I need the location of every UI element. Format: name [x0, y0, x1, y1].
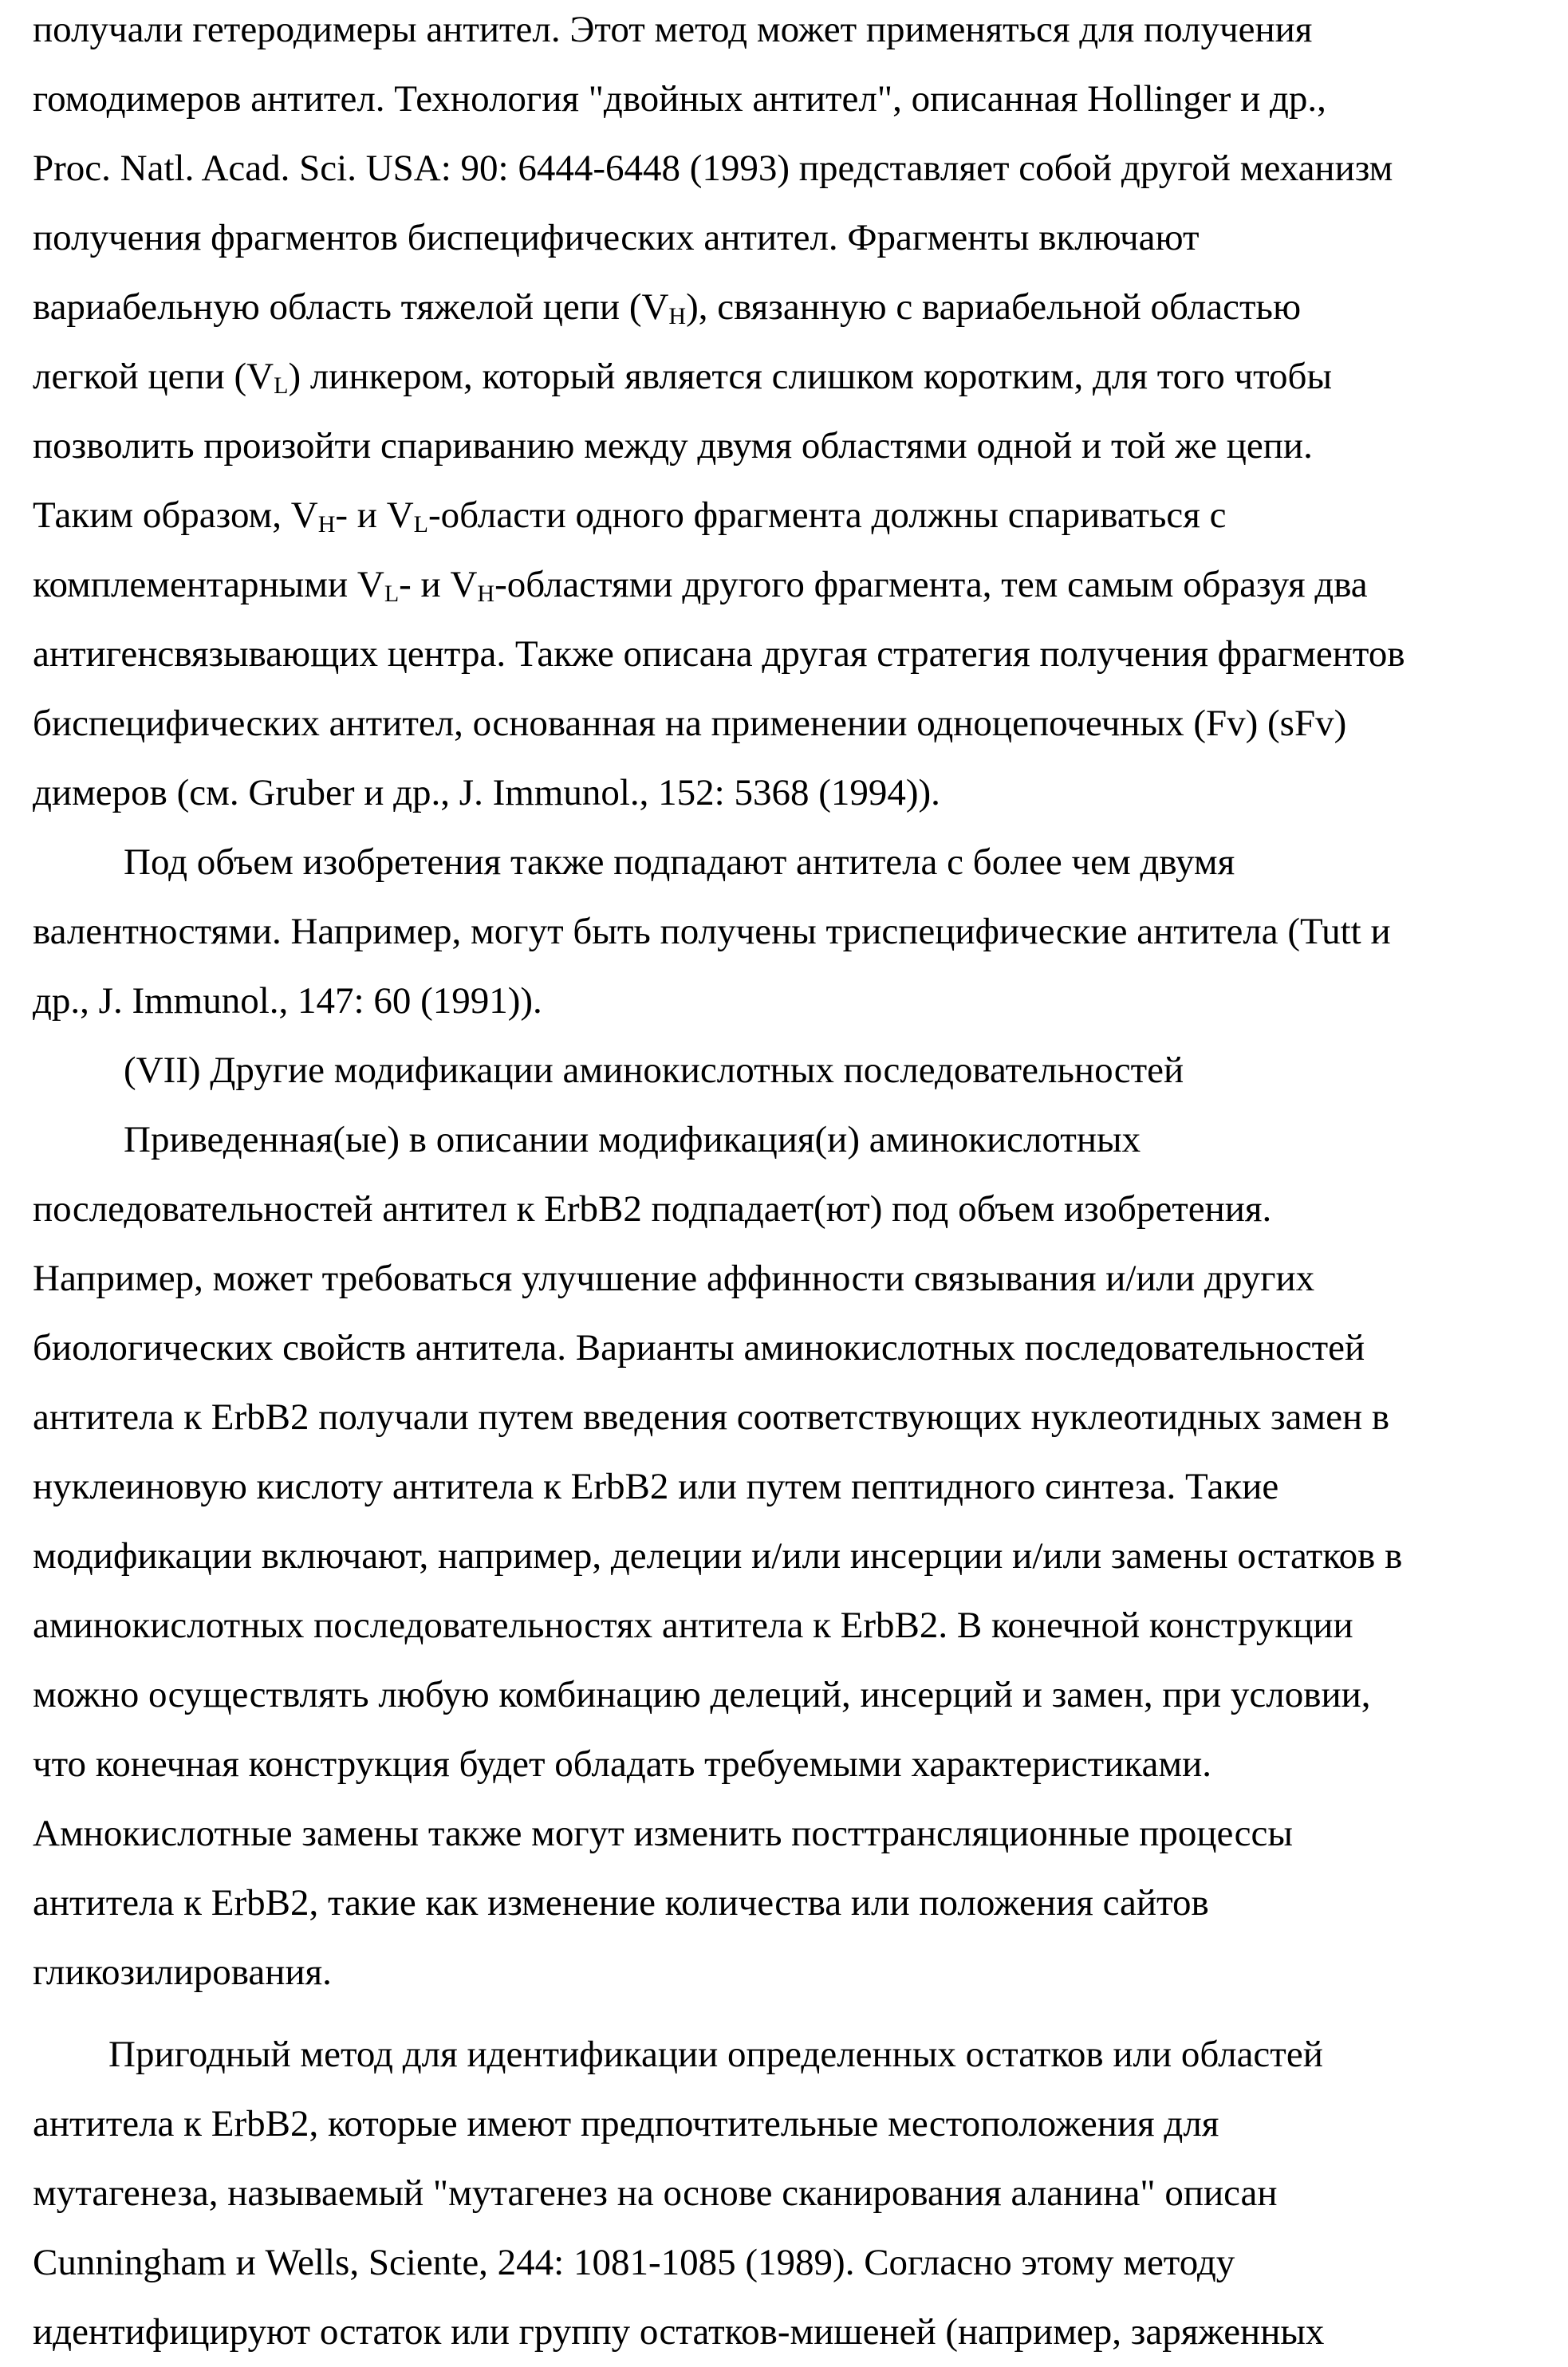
text-line	[124, 1036, 1184, 1105]
text-line	[33, 967, 542, 1036]
text-line	[33, 758, 940, 828]
text-segment: - и V	[399, 564, 477, 605]
text-line	[33, 65, 1326, 134]
text-line	[33, 1383, 1389, 1452]
text-line	[33, 134, 1393, 203]
text-line	[33, 1175, 1271, 1244]
text-line	[33, 1591, 1353, 1660]
text-segment: биологических свойств антитела. Варианты аминокислотных последовательностей	[33, 1327, 1365, 1369]
text-line	[33, 203, 1200, 273]
text-segment: Приведенная(ые) в описании модификация(и) аминокислотных	[124, 1119, 1141, 1160]
document-page	[0, 0, 1568, 2348]
text-line	[124, 1105, 1141, 1175]
text-line	[124, 828, 1235, 897]
text-line	[33, 620, 1405, 689]
text-segment: др., J. Immunol., 147: 60 (1991)).	[33, 980, 542, 1022]
text-line	[33, 897, 1391, 967]
text-segment: ), связанную с вариабельной областью	[686, 286, 1301, 328]
text-segment: получали гетеродимеры антител. Этот метод может применяться для получения	[33, 9, 1312, 50]
text-segment: Таким образом, V	[33, 494, 318, 536]
text-line	[33, 2298, 1324, 2367]
text-segment: биспецифических антител, основанная на применении одноцепочечных (Fv) (sFv)	[33, 703, 1346, 744]
text-segment: гликозилирования.	[33, 1951, 332, 1993]
text-segment: легкой цепи (V	[33, 356, 274, 397]
text-segment: димеров (см. Gruber и др., J. Immunol., 152: 5368 (1994)).	[33, 772, 940, 813]
text-segment: Под объем изобретения также подпадают антитела с более чем двумя	[124, 841, 1235, 883]
text-segment: антигенсвязывающих центра. Также описана другая стратегия получения фрагментов	[33, 633, 1405, 675]
text-line	[33, 1452, 1278, 1522]
text-segment: -области одного фрагмента должны спариваться с	[428, 494, 1227, 536]
text-segment: модификации включают, например, делеции и/или инсерции и/или замены остатков в	[33, 1535, 1402, 1577]
text-line	[33, 2159, 1278, 2228]
text-segment: комплементарными V	[33, 564, 384, 605]
text-line	[33, 689, 1346, 758]
text-segment: антитела к ErbB2, которые имеют предпочтительные местоположения для	[33, 2103, 1219, 2144]
text-segment: антитела к ErbB2, такие как изменение количества или положения сайтов	[33, 1882, 1209, 1924]
text-line	[33, 2089, 1219, 2159]
text-line	[33, 273, 1301, 342]
text-segment: антитела к ErbB2 получали путем введения соответствующих нуклеотидных замен в	[33, 1396, 1389, 1438]
text-line	[33, 1522, 1402, 1591]
subscript: L	[414, 511, 428, 538]
text-segment: гомодимеров антител. Технология "двойных антител", описанная Hollinger и др.,	[33, 78, 1326, 120]
text-segment: Пригодный метод для идентификации определенных остатков или областей	[108, 2034, 1323, 2075]
text-segment: Proc. Natl. Acad. Sci. USA: 90: 6444-6448 (1993) представляет собой другой механизм	[33, 148, 1393, 189]
text-segment: можно осуществлять любую комбинацию делеций, инсерций и замен, при условии,	[33, 1674, 1371, 1715]
text-segment: Амнокислотные замены также могут изменить посттрансляционные процессы	[33, 1813, 1293, 1854]
text-segment: нуклеиновую кислоту антитела к ErbB2 или путем пептидного синтеза. Такие	[33, 1466, 1278, 1507]
text-segment: позволить произойти спариванию между двумя областями одной и той же цепи.	[33, 425, 1313, 467]
text-line	[33, 1869, 1209, 1938]
text-segment: аминокислотных последовательностях антитела к ErbB2. В конечной конструкции	[33, 1605, 1353, 1646]
text-segment: получения фрагментов биспецифических антител. Фрагменты включают	[33, 217, 1200, 258]
text-line	[33, 481, 1227, 550]
text-line	[33, 1730, 1211, 1799]
subscript: L	[274, 372, 288, 399]
text-segment: Например, может требоваться улучшение аффинности связывания и/или других	[33, 1258, 1314, 1299]
text-line	[33, 2228, 1235, 2298]
text-line	[33, 1244, 1314, 1313]
text-segment: что конечная конструкция будет обладать требуемыми характеристиками.	[33, 1743, 1211, 1785]
text-line	[33, 0, 1312, 65]
subscript: H	[477, 581, 494, 607]
subscript: L	[384, 581, 399, 607]
text-line	[33, 550, 1368, 620]
text-segment: - и V	[335, 494, 413, 536]
text-segment: вариабельную область тяжелой цепи (V	[33, 286, 668, 328]
text-line	[108, 2020, 1323, 2089]
text-segment: последовательностей антител к ErbB2 подпадает(ют) под объем изобретения.	[33, 1188, 1271, 1230]
text-segment: идентифицируют остаток или группу остатков-мишеней (например, заряженных	[33, 2311, 1324, 2353]
text-line	[33, 412, 1313, 481]
text-segment: (VII) Другие модификации аминокислотных последовательностей	[124, 1050, 1184, 1091]
subscript: H	[318, 511, 336, 538]
text-segment: ) линкером, который является слишком коротким, для того чтобы	[288, 356, 1332, 397]
text-line	[33, 342, 1332, 412]
subscript: H	[668, 303, 686, 329]
text-line	[33, 1660, 1371, 1730]
text-segment: валентностями. Например, могут быть получены триспецифические антитела (Tutt и	[33, 911, 1391, 952]
text-segment: Cunningham и Wells, Sciente, 244: 1081-1085 (1989). Согласно этому методу	[33, 2242, 1235, 2283]
text-line	[33, 1938, 332, 2007]
text-line	[33, 1313, 1365, 1383]
text-line	[33, 1799, 1293, 1869]
text-segment: мутагенеза, называемый "мутагенез на основе сканирования аланина" описан	[33, 2172, 1278, 2214]
text-segment: -областями другого фрагмента, тем самым образуя два	[494, 564, 1368, 605]
